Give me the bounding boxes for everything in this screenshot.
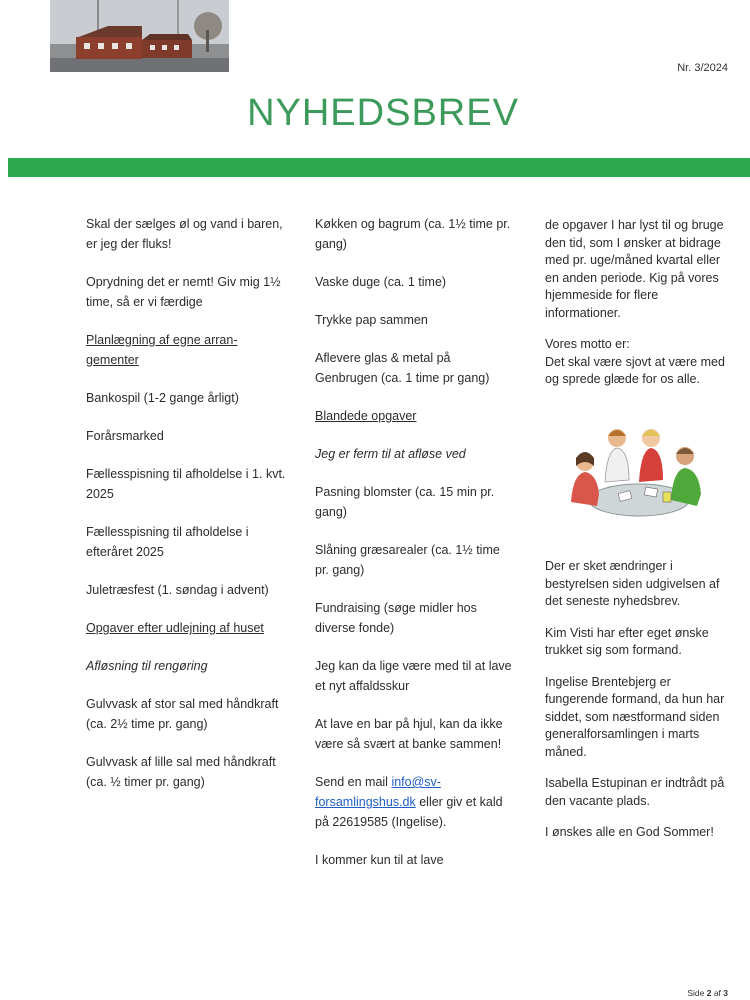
motto-label: Vores motto er:	[545, 337, 630, 351]
column-3-lower	[545, 558, 735, 856]
list-item: Fællesspisning til afholdelse i 1. kvt. 2025	[86, 467, 286, 501]
building-photo	[50, 0, 229, 72]
list-item: Slåning græsarealer (ca. 1½ time pr. gang)	[315, 543, 500, 577]
header-divider	[8, 158, 750, 177]
subheading: Afløsning til rengøring	[86, 659, 208, 673]
list-item: Vaske duge (ca. 1 time)	[315, 275, 447, 289]
paragraph: Jeg kan da lige være med til at lave et nyt affaldsskur	[315, 659, 512, 693]
list-item: Aflevere glas & metal på Genbrugen (ca. 1 time pr gang)	[315, 351, 490, 385]
list-item: Juletræsfest (1. søndag i advent)	[86, 583, 269, 597]
newsletter-title: NYHEDSBREV	[247, 92, 519, 134]
section-heading: Planlægning af egne arran-gementer	[86, 333, 238, 367]
subheading: Jeg er ferm til at afløse ved	[315, 447, 466, 461]
list-item: Forårsmarked	[86, 429, 164, 443]
list-item: Gulvvask af lille sal med håndkraft (ca. ½ timer pr. gang)	[86, 755, 276, 789]
list-item: Fællesspisning til afholdelse i efteråret 2025	[86, 525, 249, 559]
contact-paragraph	[315, 772, 515, 832]
paragraph: I kommer kun til at lave	[315, 853, 444, 867]
motto-text: Det skal være sjovt at være med og sprede glæde for os alle.	[545, 354, 725, 386]
paragraph: Isabella Estupinan er indtrådt på den vacante plads.	[545, 776, 725, 808]
footer-total: 3	[723, 988, 728, 998]
contact-text: Send en mail	[315, 775, 392, 789]
list-item: Gulvvask af stor sal med håndkraft (ca. 2½ time pr. gang)	[86, 697, 279, 731]
paragraph: Kim Visti har efter eget ønske trukket sig som formand.	[545, 625, 709, 657]
column-1	[86, 214, 286, 810]
paragraph: At lave en bar på hjul, kan da ikke være så svært at banke sammen!	[315, 717, 503, 751]
list-item: Pasning blomster (ca. 15 min pr. gang)	[315, 485, 495, 519]
list-item: Fundraising (søge midler hos diverse fonde)	[315, 601, 477, 635]
paragraph: Oprydning det er nemt! Giv mig 1½ time, så er vi færdige	[86, 275, 281, 309]
paragraph: Der er sket ændringer i bestyrelsen siden udgivelsen af det seneste nyhedsbrev.	[545, 559, 720, 608]
issue-number: Nr. 3/2024	[677, 62, 728, 74]
section-heading: Blandede opgaver	[315, 409, 417, 423]
footer-prefix: Side	[687, 988, 707, 998]
paragraph: Ingelise Brentebjerg er fungerende formand, da hun har siddet, som næstformand siden generalforsamlingen i marts måned.	[545, 674, 725, 759]
email-link[interactable]: info@sv-forsamlingshus.dk	[315, 775, 441, 809]
footer-page: 2	[706, 988, 712, 998]
list-item: Køkken og bagrum (ca. 1½ time pr. gang)	[315, 217, 511, 251]
column-2	[315, 214, 515, 888]
paragraph: de opgaver I har lyst til og bruge den tid, som I ønsker at bidrage med pr. uge/måned kvartal eller en anden periode. Kig på vores hjemmeside for flere informationer.	[545, 218, 724, 320]
page-footer	[687, 988, 728, 998]
section-heading: Opgaver efter udlejning af huset	[86, 621, 264, 635]
footer-mid: af	[711, 988, 724, 998]
paragraph: Skal der sælges øl og vand i baren, er jeg der fluks!	[86, 217, 283, 251]
list-item: Trykke pap sammen	[315, 313, 428, 327]
people-at-table-illustration	[567, 422, 707, 522]
list-item: Bankospil (1-2 gange årligt)	[86, 391, 239, 405]
column-3	[545, 217, 735, 403]
closing-greeting: I ønskes alle en God Sommer!	[545, 825, 714, 839]
contact-text: eller giv et kald på 22619585 (Ingelise).	[315, 795, 503, 829]
